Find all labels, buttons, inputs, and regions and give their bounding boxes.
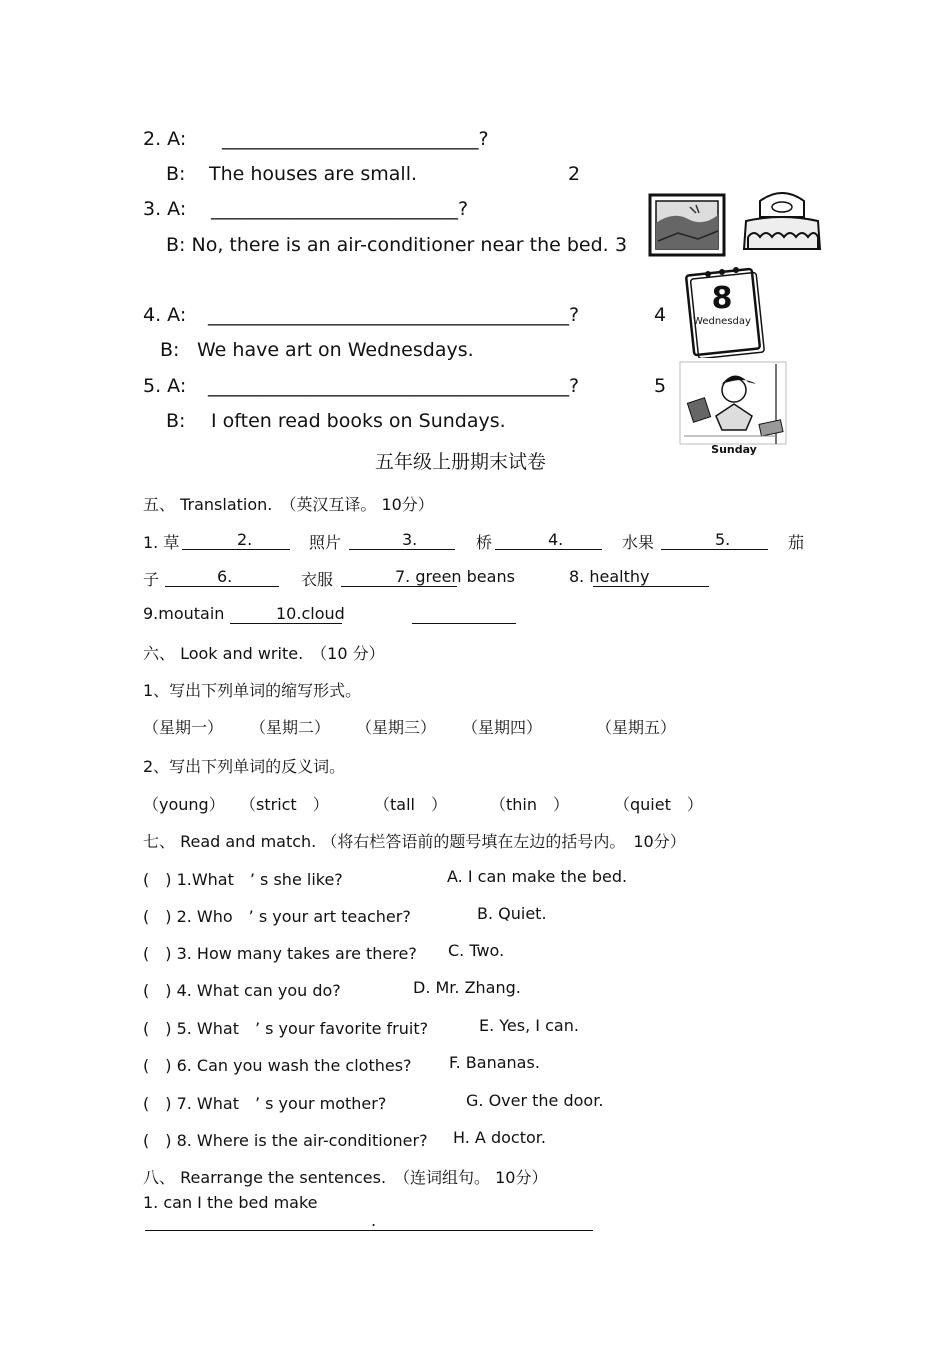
match-answer-g: G. Over the door. [466, 1091, 604, 1110]
q5-b-label: B: [166, 410, 186, 432]
day-tuesday[interactable]: （星期二） [250, 718, 331, 737]
match-question-4[interactable]: ( ) 4. What can you do? [143, 981, 341, 1000]
day-friday[interactable]: （星期五） [596, 718, 677, 737]
q3-a-label: 3. A: [143, 198, 187, 220]
s5-r2-word-end: 子 [143, 570, 160, 589]
s5-r1-item4-word: 水果 [622, 533, 655, 552]
section6-heading: 六、 Look and write. （10 分） [143, 644, 385, 663]
opposite-quiet[interactable]: （quiet ） [614, 795, 703, 814]
q5-a-label: 5. A: [143, 375, 187, 397]
q4-answer-line[interactable]: ______________________________________? [208, 304, 580, 326]
match-answer-h: H. A doctor. [453, 1128, 546, 1147]
section6-sub1: 1、写出下列单词的缩写形式。 [143, 681, 362, 700]
s5-r3-item9: 9.moutain [143, 604, 225, 623]
q3-b-text: B: No, there is an air-conditioner near the bed. [166, 234, 609, 256]
s5-r1-item5: 5. [715, 530, 731, 549]
match-question-1[interactable]: ( ) 1.What ’ s she like? [143, 870, 343, 889]
q3-answer-line[interactable]: __________________________? [211, 198, 469, 220]
match-question-3[interactable]: ( ) 3. How many takes are there? [143, 944, 417, 963]
s5-blank-2[interactable] [349, 549, 455, 550]
q5-picture-number: 5 [654, 375, 667, 397]
section5-heading: 五、 Translation. （英汉互译。 10分） [143, 495, 434, 514]
match-question-6[interactable]: ( ) 6. Can you wash the clothes? [143, 1056, 412, 1075]
match-question-8[interactable]: ( ) 8. Where is the air-conditioner? [143, 1131, 428, 1150]
q2-answer-line[interactable]: ___________________________? [222, 128, 489, 150]
opposite-tall[interactable]: （tall ） [374, 795, 447, 814]
match-question-7[interactable]: ( ) 7. What ’ s your mother? [143, 1094, 387, 1113]
day-monday[interactable]: （星期一） [143, 718, 224, 737]
q2-b-label: B: [166, 163, 186, 185]
s5-r1-item4: 4. [548, 530, 564, 549]
q5-answer-line[interactable]: ______________________________________? [208, 375, 580, 397]
s5-r1-item2: 2. [237, 530, 253, 549]
q4-a-label: 4. A: [143, 304, 187, 326]
match-answer-b: B. Quiet. [477, 904, 547, 923]
rearrange-item-1: 1. can I the bed make [143, 1193, 318, 1212]
s5-blank-9[interactable] [412, 623, 516, 624]
s5-r1-item3: 3. [402, 530, 418, 549]
s5-r2-item8: 8. healthy [569, 567, 650, 586]
calendar-day-label: Wednesday [693, 316, 751, 327]
section6-sub2: 2、写出下列单词的反义词。 [143, 757, 346, 776]
rearrange-period: . [371, 1211, 377, 1230]
s5-blank-4[interactable] [661, 549, 768, 550]
document-title: 五年级上册期末试卷 [375, 451, 547, 473]
s5-r3-item10: 10.cloud [276, 604, 345, 623]
sunday-label: Sunday [711, 443, 757, 456]
s5-blank-8[interactable] [230, 623, 342, 624]
s5-r2-item6-word: 衣服 [301, 570, 334, 589]
s5-blank-6[interactable] [341, 586, 457, 587]
s5-r2-item7: 7. green beans [395, 567, 515, 586]
match-answer-f: F. Bananas. [449, 1053, 540, 1072]
calendar-number: 8 [711, 281, 733, 316]
q4-b-label: B: [160, 339, 180, 361]
q4-b-text: We have art on Wednesdays. [197, 339, 474, 361]
match-answer-e: E. Yes, I can. [479, 1016, 579, 1035]
s5-r1-item3-word: 桥 [476, 533, 493, 552]
q5-b-text: I often read books on Sundays. [211, 410, 506, 432]
match-answer-d: D. Mr. Zhang. [413, 978, 521, 997]
match-question-5[interactable]: ( ) 5. What ’ s your favorite fruit? [143, 1019, 429, 1038]
s5-blank-5[interactable] [165, 586, 279, 587]
q3-picture-number: 3 [615, 234, 628, 256]
section7-heading: 七、 Read and match. （将右栏答语前的题号填在左边的括号内。 10分） [143, 832, 686, 851]
opposite-strict[interactable]: （strict ） [240, 795, 329, 814]
match-answer-c: C. Two. [448, 941, 505, 960]
opposite-thin[interactable]: （thin ） [490, 795, 570, 814]
bed-icon [740, 191, 824, 257]
day-thursday[interactable]: （星期四） [462, 718, 543, 737]
section8-heading: 八、 Rearrange the sentences. （连词组句。 10分） [143, 1168, 548, 1187]
q4-picture-number: 4 [654, 304, 667, 326]
s5-r2-item6: 6. [217, 567, 233, 586]
q2-a-label: 2. A: [143, 128, 187, 150]
q2-picture-number: 2 [568, 163, 581, 185]
match-question-2[interactable]: ( ) 2. Who ’ s your art teacher? [143, 907, 411, 926]
rearrange-answer-line-1[interactable] [145, 1230, 593, 1231]
s5-r1-item2-word: 照片 [309, 533, 342, 552]
calendar-wednesday-icon [680, 264, 766, 358]
day-wednesday[interactable]: （星期三） [356, 718, 437, 737]
s5-r1-item5-word-start: 茄 [788, 533, 805, 552]
boy-reading-sunday-icon [676, 358, 790, 458]
q2-b-text: The houses are small. [209, 163, 418, 185]
s5-r1-item1: 1. 草 [143, 533, 180, 552]
s5-blank-1[interactable] [182, 549, 290, 550]
s5-blank-3[interactable] [495, 549, 602, 550]
match-answer-a: A. I can make the bed. [447, 867, 628, 886]
framed-picture-icon [648, 193, 726, 257]
s5-blank-7[interactable] [593, 586, 709, 587]
opposite-young[interactable]: （young） [143, 795, 225, 814]
